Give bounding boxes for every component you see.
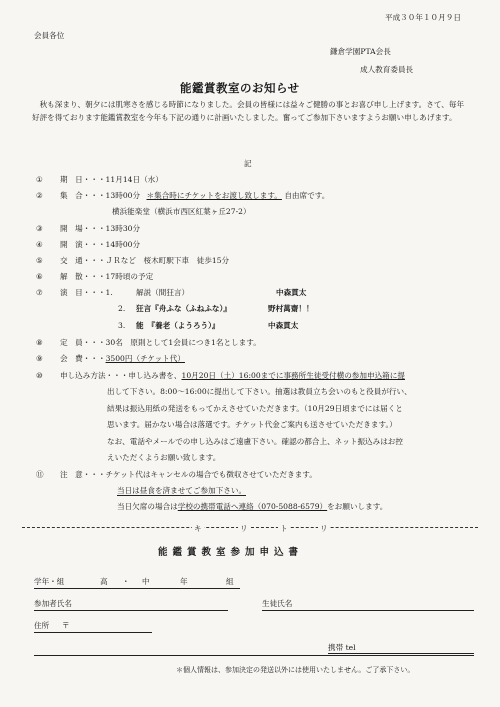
address-label: 住所: [34, 621, 50, 630]
cut-mark: リ: [320, 524, 328, 533]
item-meeting: [60, 190, 329, 201]
program-3-performer: 中森貫太: [268, 321, 299, 330]
fee-label: 会 費・・・: [60, 354, 106, 363]
apply-line: 出して下さい。8:00～16:00に提出して下さい。抽選は教員立ち会いのもと役員が行い、: [107, 387, 412, 396]
program-2-number: 2.: [118, 304, 126, 313]
participant-label: 参加者氏名: [34, 599, 72, 608]
item-number: ⑦: [36, 288, 43, 297]
apply-deadline: 10月20日（土）16:00までに事務所生徒受付横の参加申込箱に提: [181, 371, 405, 380]
participant-name-field[interactable]: [34, 610, 228, 611]
program-2-title: 狂言『舟ふな（ふねふな）』: [136, 304, 231, 313]
program-label: 演 目・・・1.: [60, 288, 113, 297]
apply-line: 結果は振込用紙の発送をもってかえさせていただきます。（10月29日頃までには届くと: [107, 404, 403, 413]
address-field[interactable]: [34, 655, 474, 656]
privacy-note: ＊個人情報は、参加決定の発送以外には使用いたしません。ご了承下さい。: [176, 666, 415, 674]
apply-label: 申し込み方法・・・申し込み書を、: [60, 371, 182, 380]
program-2-performer: 野村萬齋！！: [268, 304, 314, 313]
grade-year: 年: [180, 577, 188, 586]
absence-tel: 学校の携帯電話へ連絡（070-5088-6579）: [177, 502, 328, 511]
ki-heading: 記: [244, 159, 252, 168]
absence-post: をお願いします。: [327, 502, 388, 511]
item-dismissal: 解 散・・・17時頃の予定: [60, 272, 154, 281]
cut-line: [22, 527, 478, 528]
absence-note: [117, 501, 387, 512]
program-3-title: 能 『養老（ようろう）』: [136, 321, 220, 330]
item-curtain: 開 演・・・14時00分: [60, 240, 141, 249]
meeting-time: 集 合・・・13時00分: [60, 191, 141, 200]
issue-date: 平成３０年１０月９日: [385, 13, 461, 22]
addressee: 会員各位: [34, 31, 65, 40]
seat-note: 自由席です。: [284, 191, 330, 200]
item-date: 期 日・・・11月14日（水）: [60, 175, 163, 184]
postal-mark: 〒: [62, 621, 70, 630]
sender-org: 鎌倉学園PTA会長: [330, 47, 391, 56]
apply-line: えいただくようお願い致します。: [107, 453, 221, 462]
ticket-note: ＊集合時にチケットをお渡し致します。: [146, 191, 282, 200]
item-capacity: 定 員・・・30名 原則として1会員につき1名とします。: [60, 338, 261, 347]
program-1-title: 解説（間狂言）: [136, 288, 190, 297]
grade-label: 学年・組: [34, 577, 65, 586]
intro-paragraph: 秋も深まり、朝夕には肌寒さを感じる時節になりました。会員の皆様には益々ご健勝の事とお喜び申し上げます。さて、毎年好評を得ております能鑑賞教室を今年も下記の通りに計画いたしました。奮ってご参加下さいますようお願い申しあげます。: [32, 100, 465, 122]
venue: 横浜能楽堂（横浜市西区紅葉ヶ丘27-2）: [112, 207, 251, 216]
item-number: ⑧: [36, 338, 43, 347]
item-apply: [60, 370, 405, 381]
student-name-field[interactable]: [262, 610, 474, 611]
cut-mark: リ: [240, 524, 248, 533]
item-number: ④: [36, 240, 43, 249]
form-title: 能鑑賞教室参加申込書: [158, 547, 304, 558]
fee-value: 3500円（チケット代）: [105, 354, 185, 363]
apply-line: 思います。届かない場合は落選です。チケット代金ご案内も送させていただきます。）: [107, 420, 397, 429]
lunch-note-text: 当日は昼食を済ませてご参加下さい。: [117, 486, 247, 495]
grade-field[interactable]: [34, 588, 240, 589]
grade-sep: ・: [122, 577, 130, 586]
item-number: ②: [36, 191, 43, 200]
item-fee: [60, 353, 185, 364]
program-1-performer: 中森貫太: [276, 288, 307, 297]
grade-class: 組: [226, 577, 234, 586]
program-3-number: 3.: [118, 321, 126, 330]
item-number: ⑥: [36, 272, 43, 281]
item-number: ⑨: [36, 354, 43, 363]
student-label: 生徒氏名: [262, 599, 293, 608]
page-title: 能鑑賞教室のお知らせ: [180, 81, 300, 95]
item-access: 交 通・・・ＪＲなど 桜木町駅下車 徒歩15分: [60, 256, 230, 265]
cut-mark: キ: [194, 524, 202, 533]
mobile-field[interactable]: [328, 653, 474, 654]
lunch-note: [117, 485, 246, 496]
item-number: ⑩: [36, 371, 43, 380]
grade-middle: 中: [142, 577, 150, 586]
mobile-label: 携帯 tel: [328, 643, 356, 652]
cut-mark: ト: [280, 524, 288, 533]
item-number: ①: [36, 175, 43, 184]
grade-high: 高: [100, 577, 108, 586]
postal-field[interactable]: [34, 632, 152, 633]
sender-committee: 成人教育委員長: [360, 65, 414, 74]
absence-pre: 当日欠席の場合は: [117, 502, 178, 511]
item-number: ⑤: [36, 256, 43, 265]
item-number: ⑪: [36, 470, 44, 479]
item-notes: 注 意・・・チケット代はキャンセルの場合でも徴収させていただきます。: [60, 470, 317, 479]
item-number: ③: [36, 224, 43, 233]
apply-line: なお、電話やメールでの申し込みはご遠慮下さい。確認の都合上、ネット振込みはお控: [107, 437, 403, 446]
item-doors-open: 開 場・・・13時30分: [60, 224, 141, 233]
